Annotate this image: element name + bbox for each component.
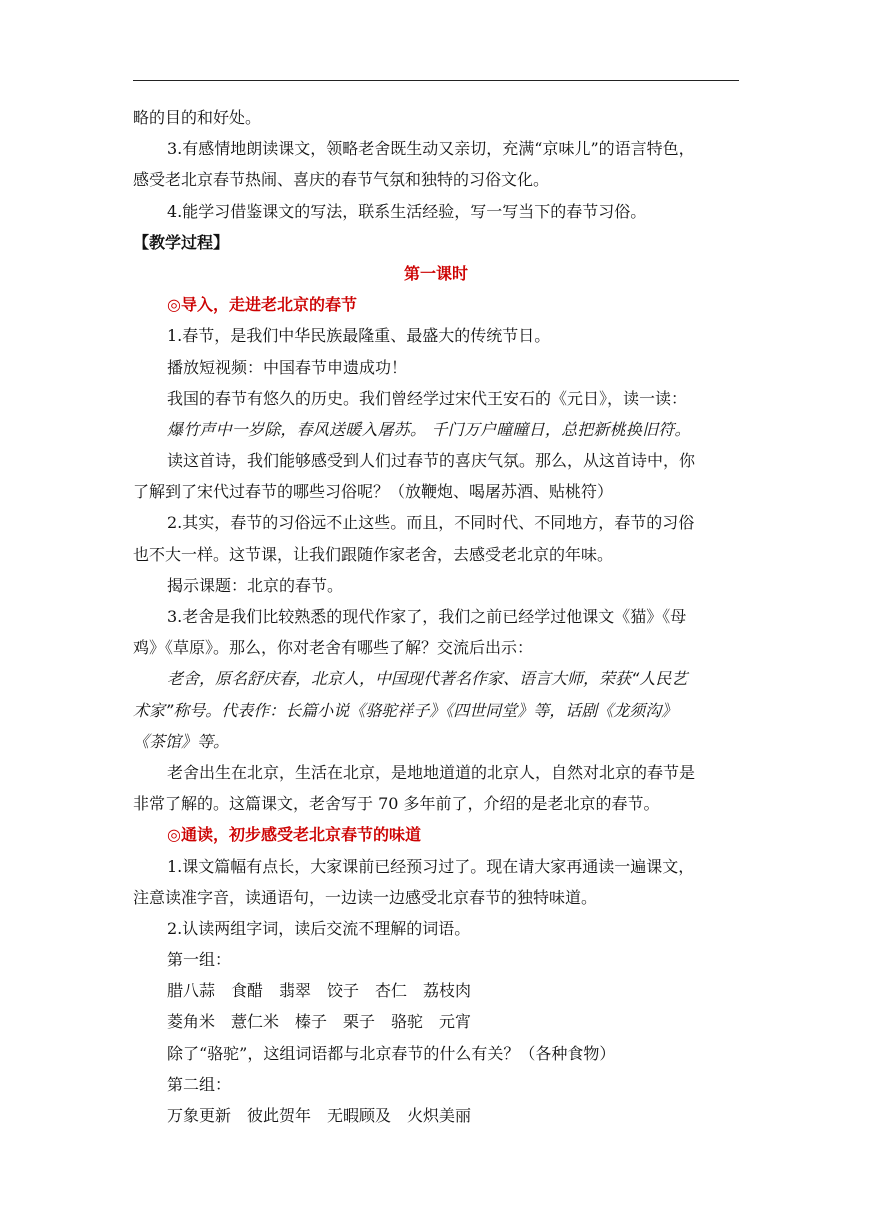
paragraph-line: 4.能学习借鉴课文的写法，联系生活经验，写一写当下的春节习俗。: [167, 201, 647, 221]
paragraph-line: 感受老北京春节热闹、喜庆的春节气氛和独特的习俗文化。: [133, 170, 550, 190]
document-body: [133, 102, 739, 1131]
paragraph-line: 除了“骆驼”，这组词语都与北京春节的什么有关？（各种食物）: [167, 1043, 616, 1063]
section-heading: 【教学过程】: [133, 232, 230, 252]
bio-line: 术家”称号。代表作：长篇小说《骆驼祥子》《四世同堂》等，话剧《龙须沟》: [133, 700, 678, 720]
paragraph-line: 3.老舍是我们比较熟悉的现代作家了，我们之前已经学过他课文《猫》《母: [167, 607, 687, 626]
paragraph-line: 第一组：: [167, 950, 232, 970]
paragraph-line: 略的目的和好处。: [133, 108, 262, 127]
lesson-title: 第一课时: [403, 263, 468, 283]
paragraph-line: 也不大一样。这节课，让我们跟随作家老舍，去感受老北京的年味。: [133, 544, 614, 564]
paragraph-line: 老舍出生在北京，生活在北京，是地地道道的北京人，自然对北京的春节是: [167, 762, 696, 782]
paragraph-line: 了解到了宋代过春节的哪些习俗呢？（放鞭炮、喝屠苏酒、贴桃符）: [133, 482, 614, 502]
subsection-heading: ◎通读，初步感受老北京春节的味道: [167, 825, 421, 845]
paragraph-line: 第二组：: [167, 1074, 232, 1094]
paragraph-line: 3.有感情地朗读课文，领略老舍既生动又亲切，充满“京味儿”的语言特色，: [167, 139, 695, 159]
paragraph-line: 2.其实，春节的习俗远不止这些。而且，不同时代、不同地方，春节的习俗: [167, 513, 695, 533]
subsection-heading: ◎导入，走进老北京的春节: [167, 295, 357, 315]
header-rule: [133, 80, 739, 81]
word-list-line: 菱角米 薏仁米 榛子 栗子 骆驼 元宵: [167, 1012, 472, 1032]
bio-line: 老舍，原名舒庆春，北京人，中国现代著名作家、语言大师，荣获“人民艺: [167, 669, 688, 689]
bio-line: 《茶馆》等。: [133, 731, 230, 751]
word-list-line: 腊八蒜 食醋 翡翠 饺子 杏仁 荔枝肉: [167, 981, 472, 1001]
paragraph-line: 读这首诗，我们能够感受到人们过春节的喜庆气氛。那么，从这首诗中，你: [167, 451, 696, 471]
paragraph-line: 1.春节，是我们中华民族最隆重、最盛大的传统节日。: [167, 326, 551, 346]
paragraph-line: 播放短视频：中国春节申遗成功！: [167, 357, 408, 377]
paragraph-line: 2.认读两组字词，读后交流不理解的词语。: [167, 918, 471, 938]
paragraph-line: 非常了解的。这篇课文，老舍写于 70 多年前了，介绍的是老北京的春节。: [133, 794, 660, 814]
paragraph-line: 注意读准字音，读通语句，一边读一边感受北京春节的独特味道。: [133, 887, 598, 907]
paragraph-line: 揭示课题：北京的春节。: [167, 575, 344, 595]
paragraph-line: 鸡》《草原》。那么，你对老舍有哪些了解？交流后出示：: [133, 638, 534, 658]
poem-line: 爆竹声中一岁除，春风送暖入屠苏。 千门万户曈曈日，总把新桃换旧符。: [167, 419, 691, 439]
paragraph-line: 我国的春节有悠久的历史。我们曾经学过宋代王安石的《元日》，读一读：: [167, 388, 688, 408]
paragraph-line: 1.课文篇幅有点长，大家课前已经预习过了。现在请大家再通读一遍课文，: [167, 856, 695, 876]
word-list-line: 万象更新 彼此贺年 无暇顾及 火炽美丽: [167, 1106, 472, 1125]
